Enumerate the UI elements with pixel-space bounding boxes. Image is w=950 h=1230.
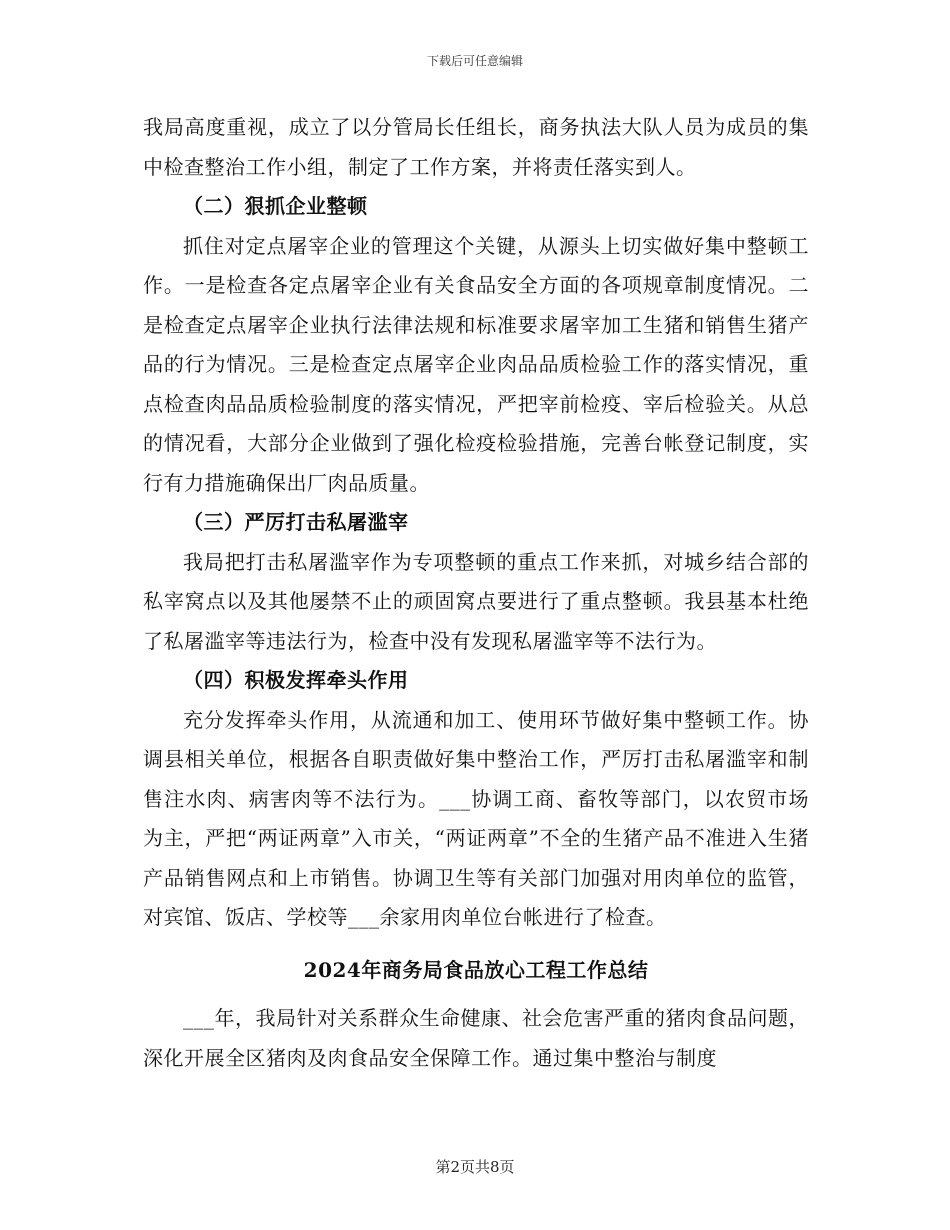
second-document-title: 2024年商务局食品放心工程工作总结: [303, 957, 649, 982]
page-number: 第2页共8页: [435, 1158, 515, 1176]
section-heading-3: （三）严厉打击私屠滥宰: [183, 510, 409, 534]
section-heading-2: （二）狠抓企业整顿: [183, 194, 368, 218]
second-intro-paragraph: ___年，我局针对关系群众生命健康、社会危害严重的猪肉食品问题，深化开展全区猪肉及肉食品安全保障工作。通过集中整治与制度: [143, 1006, 809, 1070]
intro-continuation-paragraph: 我局高度重视，成立了以分管局长任组长，商务执法大队人员为成员的集中检查整治工作小组，制定了工作方案，并将责任落实到人。: [143, 115, 809, 179]
header-note: 下载后可任意编辑: [426, 54, 523, 68]
section-paragraph-4: 充分发挥牵头作用，从流通和加工、使用环节做好集中整顿工作。协调县相关单位，根据各自职责做好集中整治工作，严厉打击私屠滥宰和制售注水肉、病害肉等不法行为。___协调工商、畜牧等部门，以农贸市场为主，严把“两证两章”入市关，“两证两章”不全的生猪产品不准进入生猪产品销售网点和上市销售。协调卫生等有关部门加强对用肉单位的监管，对宾馆、饭店、学校等___余家用肉单位台帐进行了检查。: [143, 707, 809, 929]
section-paragraph-3: 我局把打击私屠滥宰作为专项整顿的重点工作来抓，对城乡结合部的私宰窝点以及其他屡禁不止的顽固窝点要进行了重点整顿。我县基本杜绝了私屠滥宰等违法行为，检查中没有发现私屠滥宰等不法行为。: [143, 549, 809, 653]
section-paragraph-2: 抓住对定点屠宰企业的管理这个关键，从源头上切实做好集中整顿工作。一是检查各定点屠宰企业有关食品安全方面的各项规章制度情况。二是检查定点屠宰企业执行法律法规和标准要求屠宰加工生猪和销售生猪产品的行为情况。三是检查定点屠宰企业肉品品质检验工作的落实情况，重点检查肉品品质检验制度的落实情况，严把宰前检疫、宰后检验关。从总的情况看，大部分企业做到了强化检疫检验措施，完善台帐登记制度，实行有力措施确保出厂肉品质量。: [143, 233, 809, 495]
document-body: [143, 108, 809, 1078]
section-heading-4: （四）积极发挥牵头作用: [183, 668, 409, 692]
